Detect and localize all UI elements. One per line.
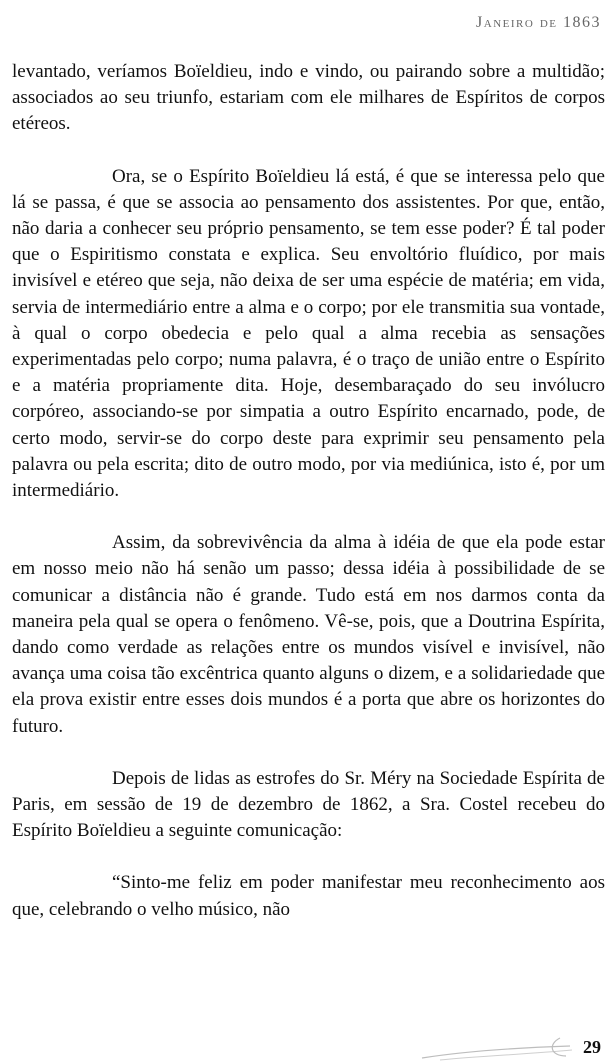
- page-number: 29: [583, 1037, 601, 1057]
- paragraph-5: “Sinto-me feliz em poder manifestar meu reconhecimento aos que, celebrando o velho músico, não: [12, 872, 605, 920]
- paragraph-4: Depois de lidas as estrofes do Sr. Méry na Sociedade Espírita de Paris, em sessão de 19 de dezembro de 1862, a Sra. Costel recebeu do Espírito Boïeldieu a seguinte comunicação:: [12, 767, 605, 842]
- page-body: [12, 59, 605, 923]
- running-header: Janeiro de 1863: [476, 14, 601, 31]
- paragraph-2: Ora, se o Espírito Boïeldieu lá está, é que se interessa pelo que lá se passa, é que se associa ao pensamento dos assistentes. Por que, então, não daria a conhecer seu próprio pensamento, se tem esse poder? É tal poder que o Espiritismo constata e explica. Seu envoltório fluídico, por mais invisível e etéreo que seja, não deixa de ser uma espécie de matéria; em vida, servia de intermediário entre a alma e o corpo; por ele transmitia sua vontade, à qual o corpo obedecia e pelo qual a alma recebia as sensações experimentadas pelo corpo; numa palavra, é o traço de união entre o Espírito e a matéria propriamente dita. Hoje, desembaraçado do seu invólucro corpóreo, associando-se por simpatia a outro Espírito encarnado, pode, de certo modo, servir-se do corpo deste para exprimir seu pensamento pela palavra ou pela escrita; dito de outro modo, por via mediúnica, isto é, por um intermediário.: [12, 165, 605, 502]
- footer-flourish-ornament: [420, 1030, 580, 1064]
- paragraph-3: Assim, da sobrevivência da alma à idéia de que ela pode estar em nosso meio não há senão um passo; dessa idéia à possibilidade de se comunicar a distância não é grande. Tudo está em nos darmos conta da maneira pela qual se opera o fenômeno. Vê-se, pois, que a Doutrina Espírita, dando como verdade as relações entre os mundos visível e invisível, não avança uma coisa tão excêntrica quanto alguns o dizem, e a solidariedade que ela prova existir entre esses dois mundos é a porta que abre os horizontes do futuro.: [12, 532, 605, 737]
- paragraph-1: levantado, veríamos Boïeldieu, indo e vindo, ou pairando sobre a multidão; associados ao seu triunfo, estariam com ele milhares de Espíritos de corpos etéreos.: [12, 61, 605, 135]
